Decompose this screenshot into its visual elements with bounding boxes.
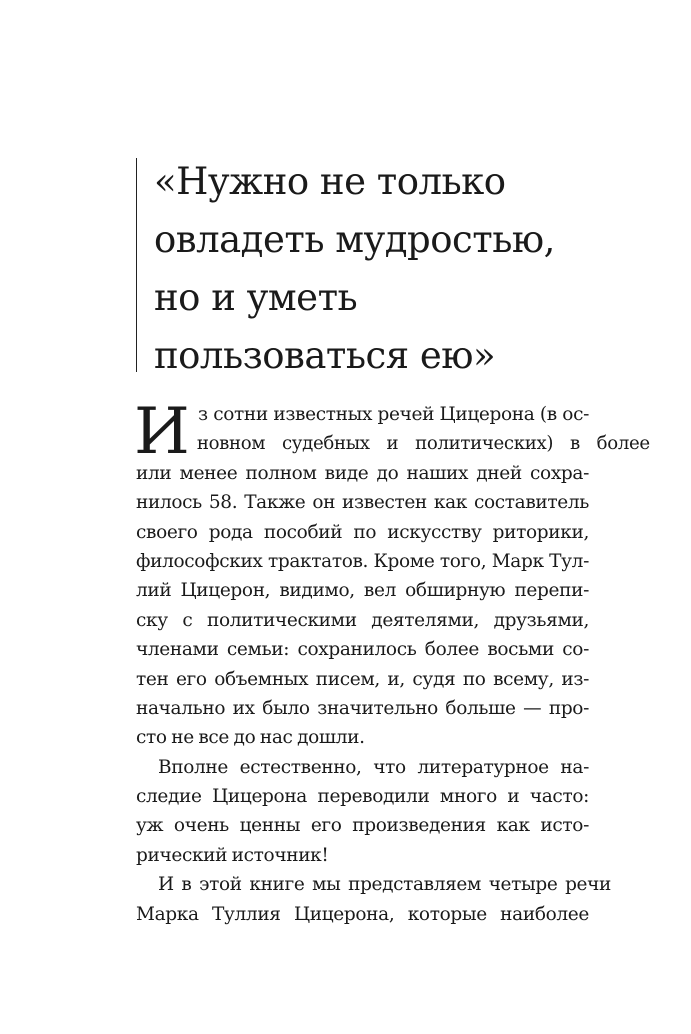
text-line: з сотни известных речей Цицерона (в ос-	[198, 404, 589, 425]
text-line: философских трактатов. Кроме того, Марк Тул-	[136, 550, 589, 572]
text-line: тен его объемных писем, и, судя по всему, из-	[136, 668, 589, 690]
text-line: начально их было значительно больше — про-	[136, 697, 589, 719]
text-line: Марка Туллия Цицерона, которые наиболее	[136, 903, 589, 925]
pull-quote	[136, 158, 606, 377]
text-line: своего рода пособий по искусству риторики,	[136, 521, 589, 543]
text-line: лий Цицерон, видимо, вел обширную перепи-	[136, 580, 589, 602]
quote-line: пользоваться ею»	[154, 334, 496, 377]
quote-line: но и уметь	[154, 276, 358, 319]
body-text	[134, 395, 650, 929]
text-line: членами семьи: сохранилось более восьми со-	[136, 639, 589, 661]
text-line: И в этой книге мы представляем четыре речи	[157, 874, 611, 896]
text-line: сто не все до нас дошли.	[136, 727, 365, 749]
text-line: нилось 58. Также он известен как составитель	[136, 492, 589, 514]
text-line: или менее полном виде до наших дней сохра-	[136, 462, 589, 484]
text-line: уж очень ценны его произведения как исто-	[136, 815, 589, 837]
text-line: рический источник!	[136, 844, 329, 866]
quote-line: «Нужно не только	[154, 160, 506, 203]
quote-line: овладеть мудростью,	[154, 218, 555, 261]
text-line: ску с политическими деятелями, друзьями,	[136, 609, 589, 631]
text-line: следие Цицерона переводили много и часто:	[136, 786, 589, 808]
text-line: новном судебных и политических) в более	[196, 433, 650, 455]
text-line: Вполне естественно, что литературное на-	[158, 756, 589, 778]
drop-cap: И	[134, 395, 190, 469]
